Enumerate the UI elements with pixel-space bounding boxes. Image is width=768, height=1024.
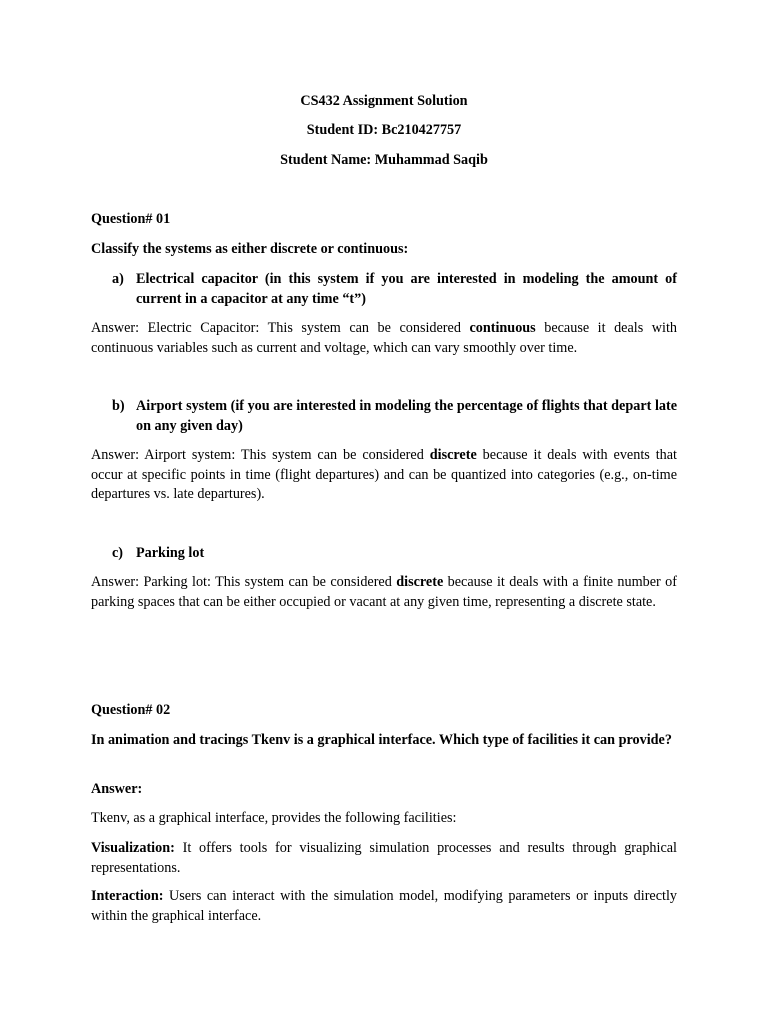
item-marker: c) <box>112 545 124 561</box>
document-title: CS432 Assignment Solution <box>300 93 468 109</box>
answer-intro: Tkenv, as a graphical interface, provides the following facilities: <box>91 810 457 826</box>
answer-text: because it deals with continuous variables such as current and voltage, which can vary smoothly over time. <box>91 320 677 356</box>
item-marker: b) <box>112 398 125 414</box>
answer-text: because it deals with a finite number of parking spaces that can be either occupied or vacant at any given time, representing a discrete state. <box>91 574 677 610</box>
facility-term: Interaction: <box>91 888 164 904</box>
answer-classification: continuous <box>469 320 536 336</box>
question-2-heading: Question# 02 <box>91 702 171 718</box>
answer-label: Answer: <box>91 781 143 797</box>
facility-interaction <box>91 887 677 926</box>
answer-classification: discrete <box>396 574 444 590</box>
answer-c <box>91 573 677 612</box>
answer-text: because it deals with events that occur at specific points in time (flight departures) and can be quantized into categories (e.g., on-time departures vs. late departures). <box>91 447 677 502</box>
answer-text: Answer: Electric Capacitor: This system can be considered <box>91 320 470 336</box>
facility-description: Users can interact with the simulation model, modifying parameters or inputs directly within the graphical interface. <box>91 888 677 924</box>
question-1-item-a <box>91 270 677 309</box>
question-2-prompt: In animation and tracings Tkenv is a graphical interface. Which type of facilities it can provide? <box>91 732 672 748</box>
item-question: Airport system (if you are interested in modeling the percentage of flights that depart late on any given day) <box>136 398 677 434</box>
facility-visualization <box>91 839 677 878</box>
item-question: Electrical capacitor (in this system if you are interested in modeling the amount of current in a capacitor at any time “t”) <box>136 271 677 307</box>
answer-a <box>91 319 677 358</box>
facility-term: Visualization: <box>91 840 175 856</box>
answer-classification: discrete <box>429 447 477 463</box>
student-name: Student Name: Muhammad Saqib <box>280 152 488 168</box>
student-id: Student ID: Bc210427757 <box>306 122 462 138</box>
question-1-heading: Question# 01 <box>91 211 171 227</box>
question-1-item-c <box>91 544 677 564</box>
answer-text: Answer: Parking lot: This system can be considered <box>91 574 397 590</box>
facility-description: It offers tools for visualizing simulation processes and results through graphical representations. <box>91 840 677 876</box>
answer-text: Answer: Airport system: This system can be considered <box>91 447 430 463</box>
item-question: Parking lot <box>136 545 205 561</box>
question-1-prompt: Classify the systems as either discrete or continuous: <box>91 241 409 257</box>
answer-b <box>91 446 677 505</box>
question-1-item-b <box>91 397 677 436</box>
item-marker: a) <box>112 271 124 287</box>
